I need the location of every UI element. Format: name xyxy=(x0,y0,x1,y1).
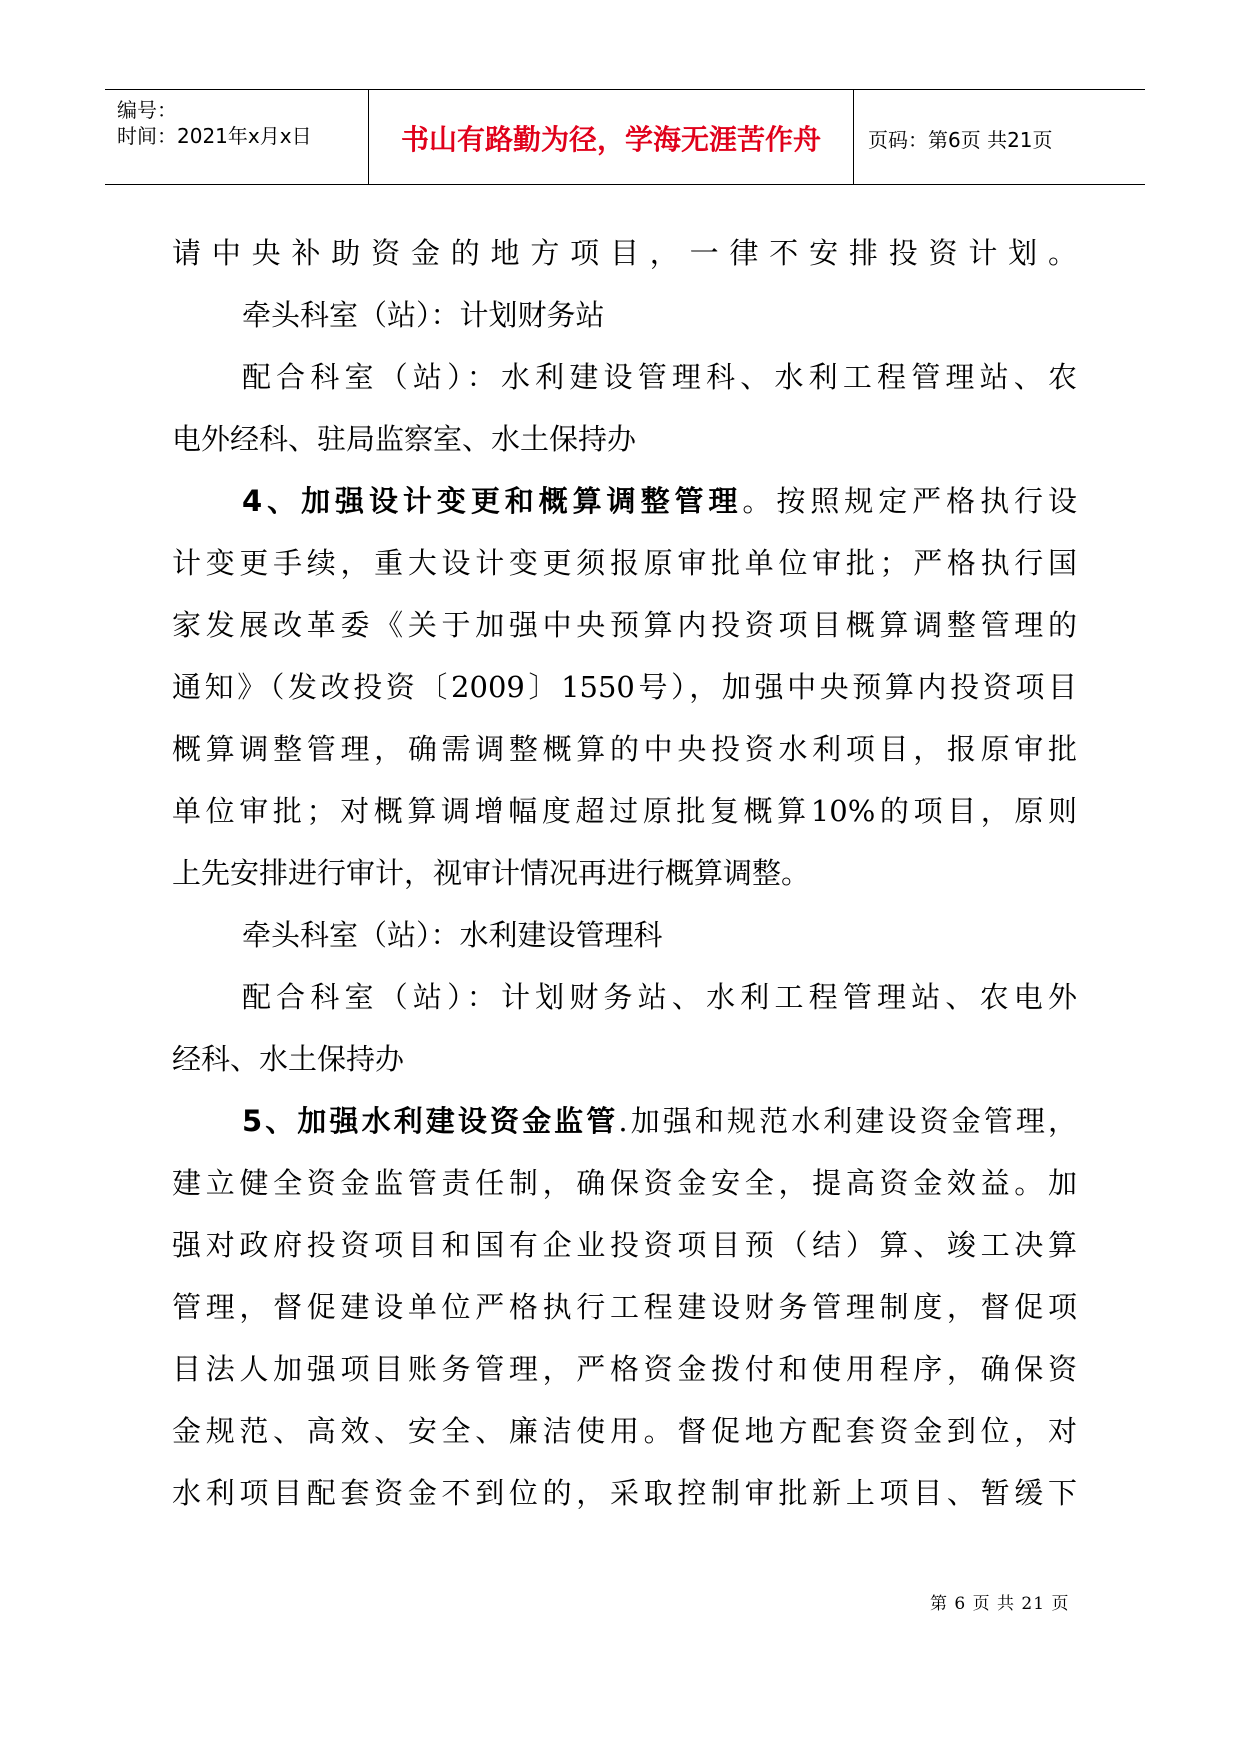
body-line: 家发展改革委《关于加强中央预算内投资项目概算调整管理的 xyxy=(172,608,1077,642)
document-time-label: 时间：2021年x月x日 xyxy=(117,124,312,148)
body-line: 上先安排进行审计，视审计情况再进行概算调整。 xyxy=(172,856,811,890)
section-heading-4: 4、加强设计变更和概算调整管理 xyxy=(242,484,743,518)
document-body xyxy=(172,222,1077,1524)
body-line: 金规范、高效、安全、廉洁使用。督促地方配套资金到位，对 xyxy=(172,1414,1077,1448)
heading-line-4 xyxy=(172,470,1077,532)
page-footer: 第 6 页 共 21 页 xyxy=(930,1594,1070,1614)
body-text-run: 按照规定严格执行设 xyxy=(776,484,1077,518)
body-line: 配合科室（站）：计划财务站、水利工程管理站、农电外 xyxy=(242,980,1077,1014)
body-line: 目法人加强项目账务管理，严格资金拨付和使用程序，确保资 xyxy=(172,1352,1077,1386)
body-text-run: .加强和规范水利建设资金管理， xyxy=(618,1104,1077,1138)
document-number-label: 编号： xyxy=(117,98,177,122)
header-motto: 书山有路勤为径，学海无涯苦作舟 xyxy=(400,123,821,156)
body-line: 水利项目配套资金不到位的，采取控制审批新上项目、暂缓下 xyxy=(172,1476,1077,1510)
body-line: 电外经科、驻局监察室、水土保持办 xyxy=(172,422,637,456)
body-line: 配合科室（站）：水利建设管理科、水利工程管理站、农 xyxy=(242,360,1077,394)
heading-line-5 xyxy=(172,1090,1077,1152)
body-line: 通知》（发改投资〔2009〕1550号），加强中央预算内投资项目 xyxy=(172,670,1077,704)
body-line: 建立健全资金监管责任制，确保资金安全，提高资金效益。加 xyxy=(172,1166,1077,1200)
body-line: 强对政府投资项目和国有企业投资项目预（结）算、竣工决算 xyxy=(172,1228,1077,1262)
body-line: 计变更手续，重大设计变更须报原审批单位审批；严格执行国 xyxy=(172,546,1077,580)
heading-4-punctuation: 。 xyxy=(742,484,777,518)
body-line: 管理，督促建设单位严格执行工程建设财务管理制度，督促项 xyxy=(172,1290,1077,1324)
body-line: 牵头科室（站）：计划财务站 xyxy=(242,298,605,332)
header-page-label: 页码：第6页 共21页 xyxy=(868,128,1053,152)
body-line: 请中央补助资金的地方项目，一律不安排投资计划。 xyxy=(172,236,1077,270)
body-line: 牵头科室（站）：水利建设管理科 xyxy=(242,918,663,952)
section-heading-5: 5、加强水利建设资金监管 xyxy=(242,1104,619,1138)
header-left-cell xyxy=(105,90,368,184)
body-line: 单位审批；对概算调增幅度超过原批复概算10%的项目，原则 xyxy=(172,794,1077,828)
body-line: 经科、水土保持办 xyxy=(172,1042,405,1076)
header-right-cell xyxy=(853,90,1145,184)
header-middle-cell xyxy=(368,90,854,184)
body-line: 概算调整管理，确需调整概算的中央投资水利项目，报原审批 xyxy=(172,732,1077,766)
page-header xyxy=(105,89,1145,185)
